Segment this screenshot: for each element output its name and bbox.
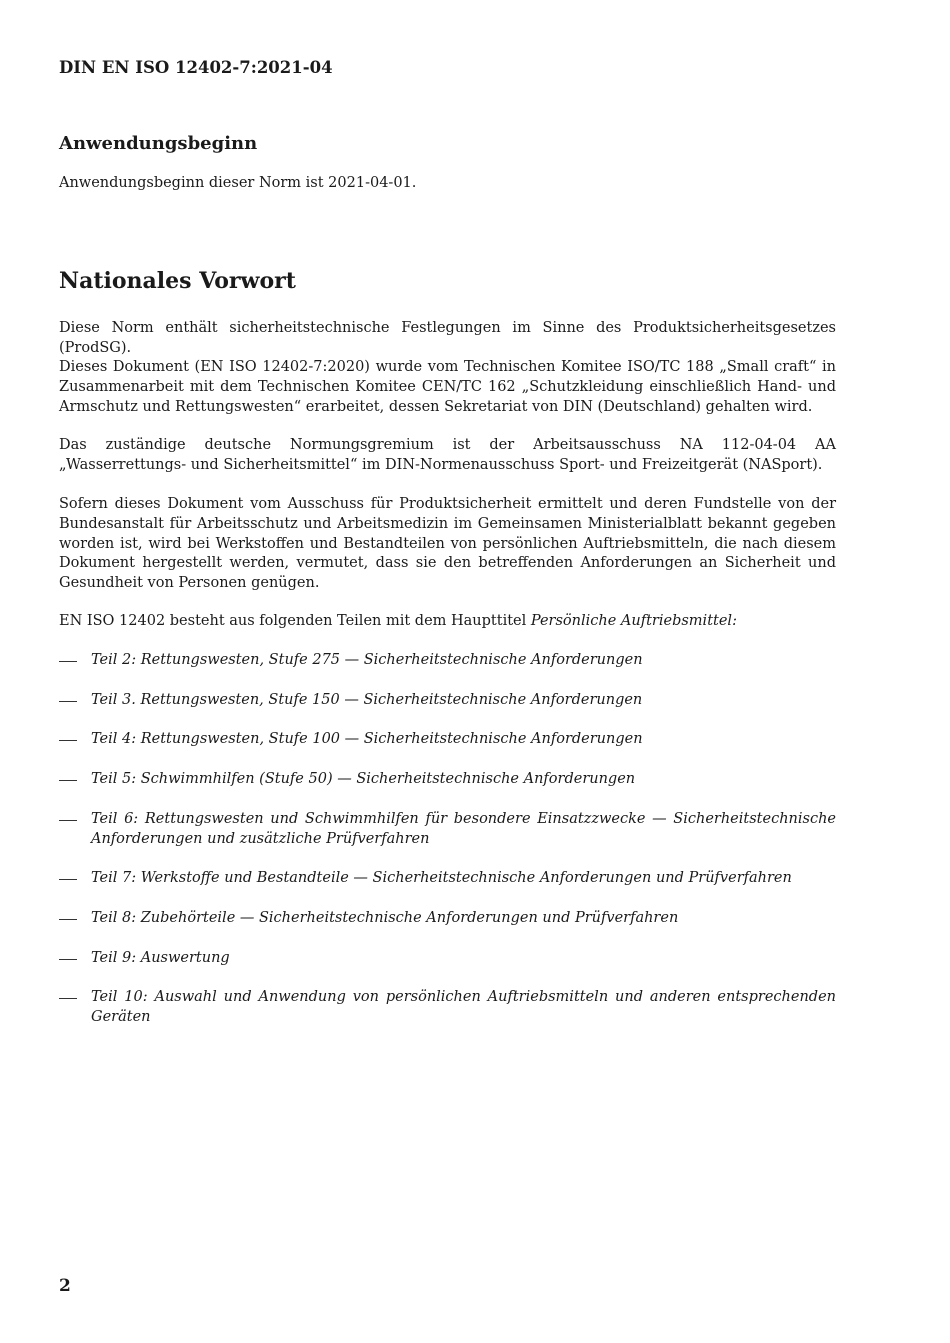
page-number: 2 — [59, 1276, 71, 1296]
parts-intro-text: EN ISO 12402 besteht aus folgenden Teilen mit dem Haupttitel — [59, 613, 531, 629]
list-item: Teil 7: Werkstoffe und Bestandteile — Sicherheitstechnische Anforderungen und Prüfverfahren — [91, 870, 792, 886]
list-item: Teil 8: Zubehörteile — Sicherheitstechnische Anforderungen und Prüfverfahren — [91, 910, 679, 926]
list-item: Teil 6: Rettungswesten und Schwimmhilfen für besondere Einsatzzwecke — Sicherheitstechnische Anforderungen und zusätzliche Prüfverfahren — [91, 811, 836, 847]
paragraph-parts-intro — [59, 612, 836, 632]
list-item: Teil 3. Rettungswesten, Stufe 150 — Sicherheitstechnische Anforderungen — [91, 692, 643, 708]
list-item: Teil 10: Auswahl und Anwendung von persönlichen Auftriebsmitteln und anderen entsprechenden Geräten — [91, 989, 836, 1025]
paragraph-committee: Dieses Dokument (EN ISO 12402-7:2020) wurde vom Technischen Komitee ISO/TC 188 „Small craft“ in Zusammenarbeit mit dem Technischen Komitee CEN/TC 162 „Schutzkleidung einschließlich Hand- und Armschutz und Rettungswesten“ erarbeitet, dessen Sekretariat von DIN (Deutschland) gehalten wird. — [59, 359, 836, 415]
list-item: Teil 9: Auswertung — [91, 950, 230, 966]
paragraph-normungsgremium: Das zuständige deutsche Normungsgremium ist der Arbeitsausschuss NA 112-04-04 AA „Wasserrettungs- und Sicherheitsmittel“ im DIN-Normenausschuss Sport- und Freizeitgerät (NASport). — [59, 437, 836, 473]
main-title: Persönliche Auftriebsmittel: — [530, 613, 737, 629]
list-item: Teil 4: Rettungswesten, Stufe 100 — Sicherheitstechnische Anforderungen — [91, 731, 643, 747]
list-item: Teil 2: Rettungswesten, Stufe 275 — Sicherheitstechnische Anforderungen — [91, 652, 643, 668]
paragraph-prodsg: Diese Norm enthält sicherheitstechnische Festlegungen im Sinne des Produktsicherheitsgesetzes (ProdSG). — [59, 320, 836, 356]
nationales-vorwort-heading: Nationales Vorwort — [59, 268, 296, 294]
document-id-header: DIN EN ISO 12402-7:2021-04 — [59, 58, 333, 77]
anwendungsbeginn-text: Anwendungsbeginn dieser Norm ist 2021-04-01. — [59, 175, 417, 191]
paragraph-produktsicherheit: Sofern dieses Dokument vom Ausschuss für Produktsicherheit ermittelt und deren Fundstelle von der Bundesanstalt für Arbeitsschutz und Arbeitsmedizin im Gemeinsamen Ministerialblatt bekannt gegeben worden ist, wird bei Werkstoffen und Bestandteilen von persönlichen Auftriebsmitteln, die nach diesem Dokument hergestellt werden, vermutet, dass sie den betreffenden Anforderungen an Sicherheit und Gesundheit von Personen genügen. — [59, 496, 836, 592]
list-item: Teil 5: Schwimmhilfen (Stufe 50) — Sicherheitstechnische Anforderungen — [91, 771, 636, 787]
anwendungsbeginn-heading: Anwendungsbeginn — [59, 133, 258, 154]
